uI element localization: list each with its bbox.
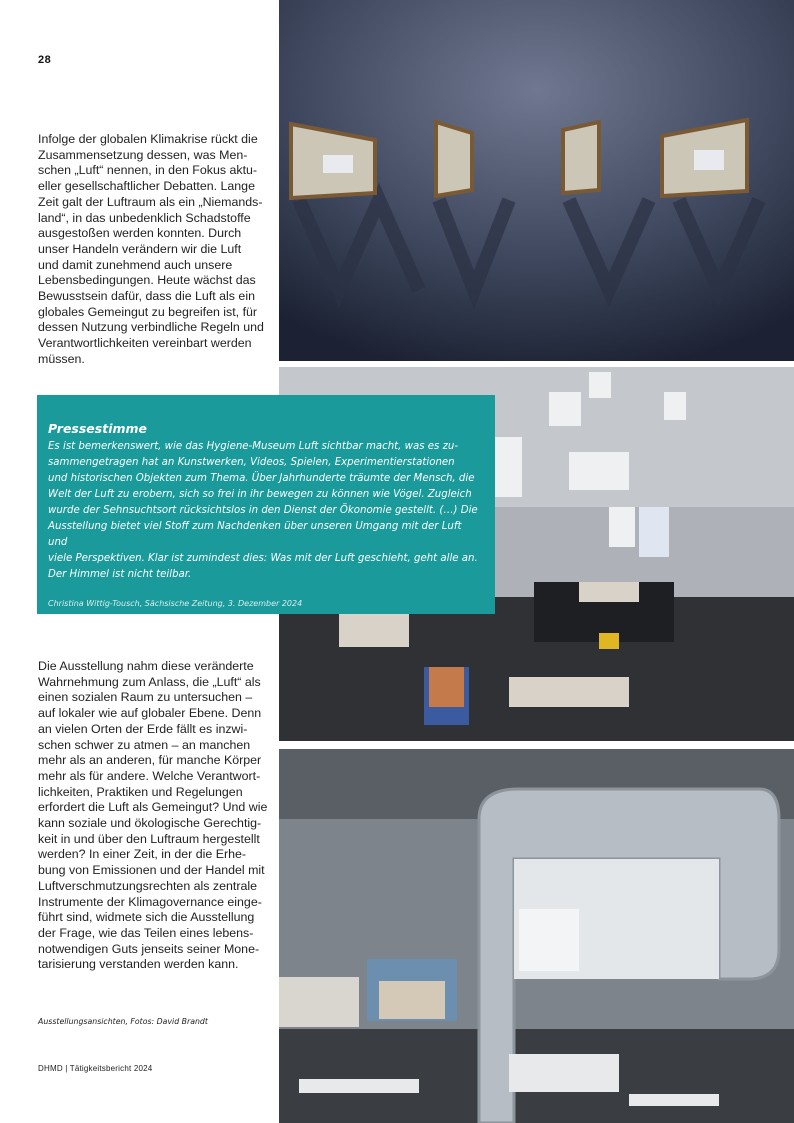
press-source: Christina Wittig-Tousch, Sächsische Zeitung, 3. Dezember 2024	[48, 599, 303, 608]
press-title: Pressestimme	[48, 421, 148, 436]
press-quote-text: Es ist bemerkenswert, wie das Hygiene-Museum Luft sichtbar macht, was es zu- sammengetragen hat an Kunstwerken, Videos, Spielen, Experimentierstationen und historischen Objekten zum Thema. Über Jahrhunderte träumte der Mensch, die Welt der Luft zu erobern, sich so frei in ihr bewegen zu können wie Vögel. Zugleich wurde der Sehnsuchtsort rücksichtslos in den Dienst der Ökonomie gestellt. (…) Die Ausstellung bietet viel Stoff zum Nachdenken über unseren Umgang mit der Luft und viele Perspektiven. Klar ist zumindest dies: Was mit der Luft geschieht, geht alle an. Der Himmel ist nicht teilbar.	[48, 441, 478, 580]
page-footer: DHMD | Tätigkeitsbericht 2024	[38, 1064, 153, 1073]
exhibition-photo-duct	[279, 749, 794, 1123]
photo-caption: Ausstellungsansichten, Fotos: David Brandt	[38, 1017, 208, 1026]
press-quote-box	[37, 395, 495, 614]
intro-paragraph: Infolge der globalen Klimakrise rückt die Zusammensetzung dessen, was Men- schen „Luft“ nennen, in den Fokus aktu- eller gesellschaftlicher Debatten. Lange Zeit galt der Luftraum als ein „Niemands- land“, in das unbedenklich Schadstoffe ausgestoßen werden konnten. Durch unser Handeln verändern wir die Luft und damit zunehmend auch unsere Lebensbedingungen. Heute wächst das Bewusstsein dafür, dass die Luft als ein globales Gemeingut zu begreifen ist, für dessen Nutzung verbindliche Regeln und Verantwortlichkeiten vereinbart werden müssen.	[38, 132, 264, 366]
exhibition-photo-frames	[279, 0, 794, 361]
exhibition-paragraph: Die Ausstellung nahm diese veränderte Wahrnehmung zum Anlass, die „Luft“ als einen sozialen Raum zu untersuchen – auf lokaler wie auf globaler Ebene. Denn an vielen Orten der Erde fällt es inzwi- schen schwer zu atmen – an manchen mehr als an anderen, für manche Körper mehr als für andere. Welche Verantwort- lichkeiten, Praktiken und Regelungen erfordert die Luft als Gemeingut? Und wie kann soziale und ökologische Gerechtig- keit in und über den Luftraum hergestellt werden? In einer Zeit, in der die Erhe- bung von Emissionen und der Handel mit Luftverschmutzungsrechten als zentrale Instrumente der Klimagovernance einge- führt sind, widmete sich die Ausstellung der Frage, wie das Teilen eines lebens- notwendigen Guts jenseits seiner Mone- tarisierung verstanden werden kann.	[38, 659, 268, 972]
page-number: 28	[38, 54, 52, 66]
